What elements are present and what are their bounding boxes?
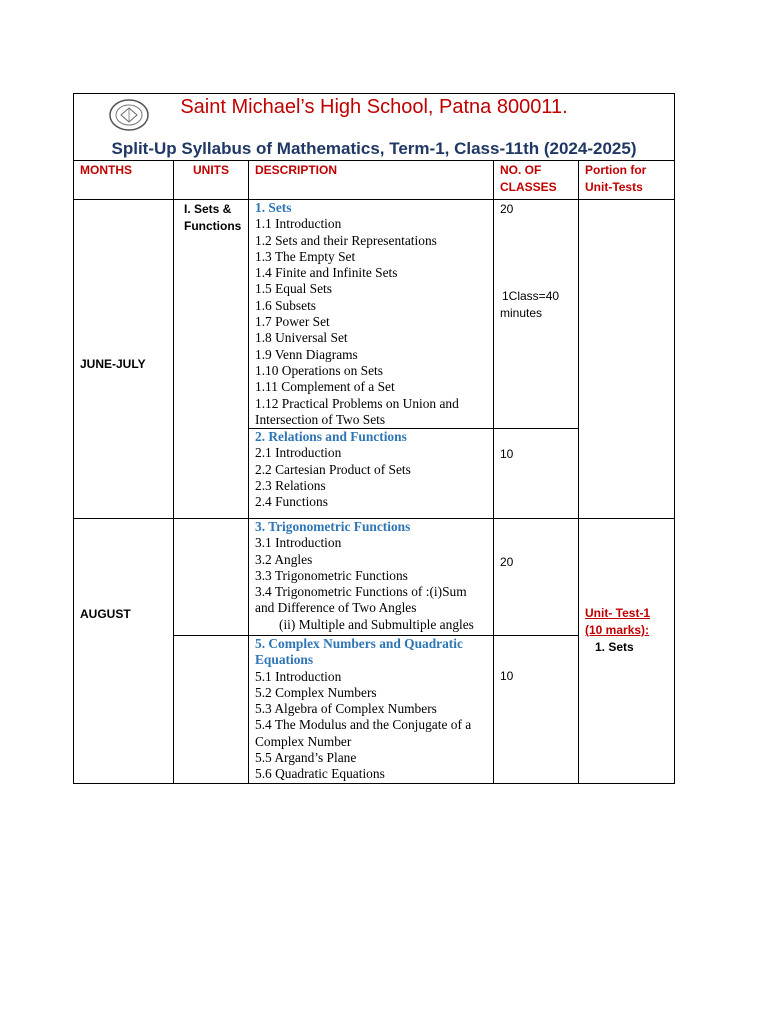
- list-item: 1.2 Sets and their Representations: [255, 232, 437, 248]
- unit-test-marks: (10 marks):: [585, 623, 650, 637]
- unit-cell-empty: [173, 635, 249, 784]
- unit-test-title: Unit- Test-1: [585, 606, 651, 620]
- col-months: MONTHS: [73, 160, 174, 200]
- list-item: 3.2 Angles: [255, 551, 313, 567]
- list-item: 1.3 The Empty Set: [255, 248, 356, 264]
- list-item: 2.4 Functions: [255, 494, 328, 510]
- list-item: 1.4 Finite and Infinite Sets: [255, 265, 398, 281]
- classes-sets: 20 1Class=40 minutes: [493, 199, 579, 429]
- month-august: AUGUST: [80, 607, 131, 621]
- section-heading: 1. Sets: [255, 200, 292, 215]
- unit-sets-functions: I. Sets & Functions: [173, 199, 249, 519]
- section-heading: 5. Complex Numbers and Quadratic: [255, 636, 463, 651]
- list-item: 3.3 Trigonometric Functions: [255, 567, 408, 583]
- list-item: Complex Number: [255, 733, 352, 749]
- portion-june-july: [578, 199, 675, 519]
- section-complex-numbers: [248, 635, 494, 784]
- col-description: DESCRIPTION: [248, 160, 494, 200]
- list-item: 2.1 Introduction: [255, 445, 342, 461]
- list-item: 5.1 Introduction: [255, 668, 342, 684]
- list-item: 2.2 Cartesian Product of Sets: [255, 461, 411, 477]
- section-heading: Equations: [255, 652, 314, 668]
- section-relations-functions: [248, 428, 494, 519]
- list-item: 3.1 Introduction: [255, 535, 342, 551]
- list-item: 5.5 Argand’s Plane: [255, 750, 357, 766]
- unit-cell-empty: [173, 518, 249, 636]
- section-trigonometric-functions: [248, 518, 494, 636]
- list-item: 1.1 Introduction: [255, 216, 342, 232]
- col-portion: Portion for Unit-Tests: [578, 160, 675, 200]
- col-units: UNITS: [173, 160, 249, 200]
- list-item: 1.10 Operations on Sets: [255, 362, 383, 378]
- col-classes: NO. OF CLASSES: [493, 160, 579, 200]
- classes-trig: 20: [493, 518, 579, 636]
- list-item: 5.3 Algebra of Complex Numbers: [255, 701, 437, 717]
- list-item: 3.4 Trigonometric Functions of :(i)Sum: [255, 584, 467, 600]
- portion-august: [578, 518, 675, 784]
- list-item: 1.9 Venn Diagrams: [255, 346, 358, 362]
- list-item: Intersection of Two Sets: [255, 411, 386, 427]
- section-heading: 3. Trigonometric Functions: [255, 519, 411, 534]
- list-item: (ii) Multiple and Submultiple angles: [279, 616, 474, 632]
- month-june-july: JUNE-JULY: [80, 357, 146, 371]
- section-heading: 2. Relations and Functions: [255, 429, 407, 444]
- list-item: 5.6 Quadratic Equations: [255, 766, 385, 782]
- list-item: 1.5 Equal Sets: [255, 281, 332, 297]
- list-item: 1.8 Universal Set: [255, 330, 348, 346]
- list-item: 5.2 Complex Numbers: [255, 684, 377, 700]
- month-cell-august: [73, 518, 174, 784]
- classes-relations: 10: [493, 428, 579, 519]
- syllabus-title: Split-Up Syllabus of Mathematics, Term-1, Class-11th (2024-2025): [111, 139, 637, 158]
- section-sets: [248, 199, 494, 429]
- list-item: 5.4 The Modulus and the Conjugate of a: [255, 717, 472, 733]
- list-item: 1.7 Power Set: [255, 314, 330, 330]
- list-item: 2.3 Relations: [255, 477, 326, 493]
- classes-complex: 10: [493, 635, 579, 784]
- unit-test-topic: 1. Sets: [595, 640, 634, 654]
- list-item: 1.11 Complement of a Set: [255, 379, 395, 395]
- list-item: 1.12 Practical Problems on Union and: [255, 395, 459, 411]
- list-item: and Difference of Two Angles: [255, 600, 417, 616]
- school-name: Saint Michael’s High School, Patna 800011.: [180, 96, 568, 118]
- list-item: 1.6 Subsets: [255, 297, 317, 313]
